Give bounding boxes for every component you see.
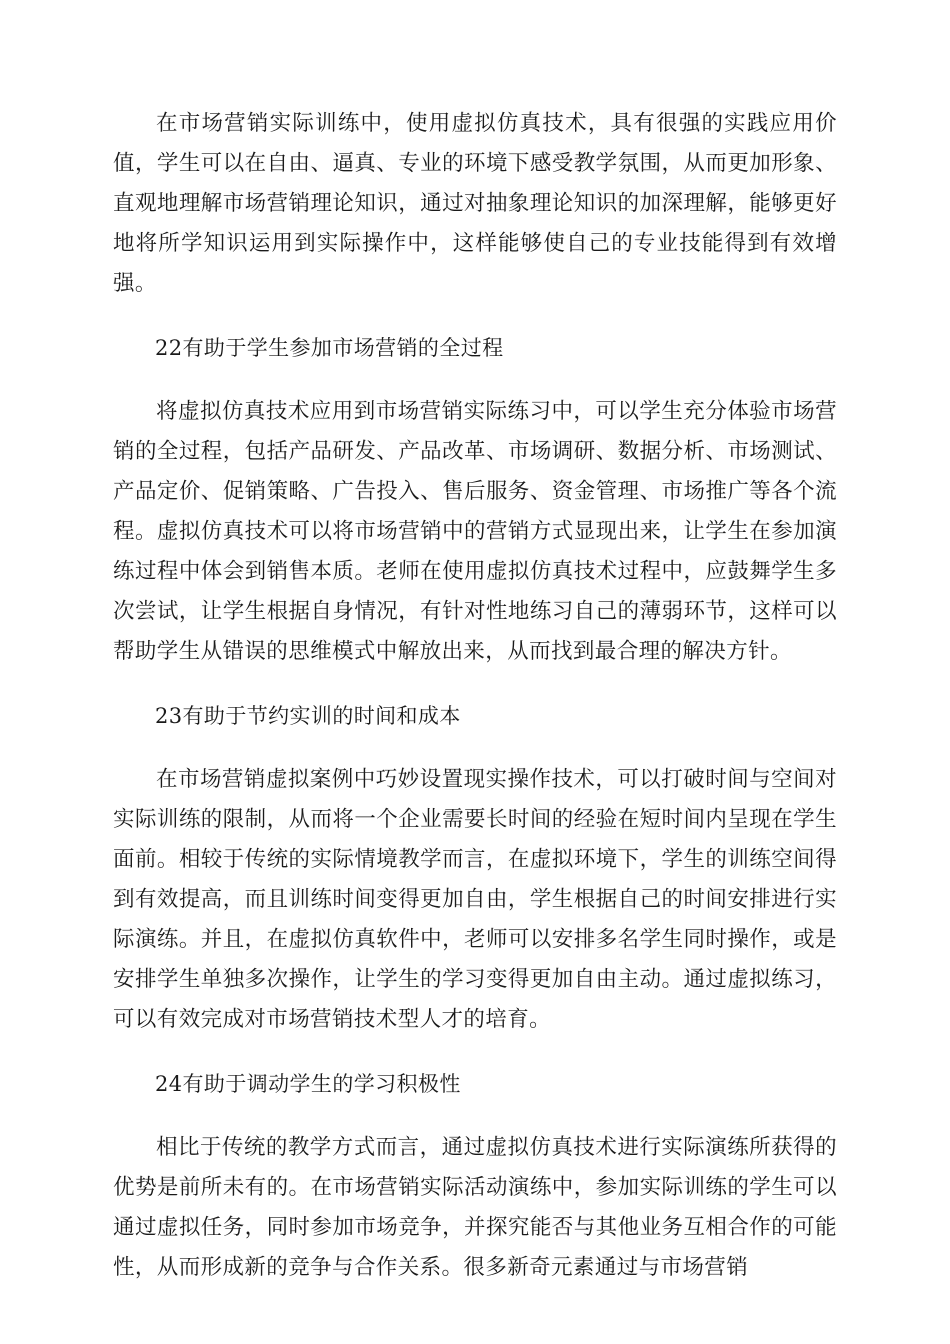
document-body [113, 104, 837, 1288]
paragraph-virtual-simulation-value: 在市场营销实际训练中，使用虚拟仿真技术，具有很强的实践应用价值，学生可以在自由、逼真、专业的环境下感受教学氛围，从而更加形象、直观地理解市场营销理论知识，通过对抽象理论知识的加深理解，能够更好地将所学知识运用到实际操作中，这样能够使自己的专业技能得到有效增强。 [113, 111, 837, 296]
paragraph-full-process: 将虚拟仿真技术应用到市场营销实际练习中，可以学生充分体验市场营销的全过程，包括产品研发、产品改革、市场调研、数据分析、市场测试、产品定价、促销策略、广告投入、售后服务、资金管理、市场推广等各个流程。虚拟仿真技术可以将市场营销中的营销方式显现出来，让学生在参加演练过程中体会到销售本质。老师在使用虚拟仿真技术过程中，应鼓舞学生多次尝试，让学生根据自身情况，有针对性地练习自己的薄弱环节，这样可以帮助学生从错误的思维模式中解放出来，从而找到最合理的解决方针。 [113, 399, 837, 664]
paragraph-learning-motivation: 相比于传统的教学方式而言，通过虚拟仿真技术进行实际演练所获得的优势是前所未有的。在市场营销实际活动演练中，参加实际训练的学生可以通过虚拟任务，同时参加市场竞争，并探究能否与其他业务互相合作的可能性，从而形成新的竞争与合作关系。很多新奇元素通过与市场营销 [113, 1135, 837, 1280]
section-heading-2-2: 22有助于学生参加市场营销的全过程 [155, 336, 504, 360]
paragraph-time-cost: 在市场营销虚拟案例中巧妙设置现实操作技术，可以打破时间与空间对实际训练的限制，从而将一个企业需要长时间的经验在短时间内呈现在学生面前。相较于传统的实际情境教学而言，在虚拟环境下，学生的训练空间得到有效提高，而且训练时间变得更加自由，学生根据自己的时间安排进行实际演练。并且，在虚拟仿真软件中，老师可以安排多名学生同时操作，或是安排学生单独多次操作，让学生的学习变得更加自由主动。通过虚拟练习，可以有效完成对市场营销技术型人才的培育。 [113, 767, 837, 1032]
section-heading-2-4: 24有助于调动学生的学习积极性 [155, 1072, 461, 1096]
section-heading-2-3: 23有助于节约实训的时间和成本 [155, 704, 461, 728]
